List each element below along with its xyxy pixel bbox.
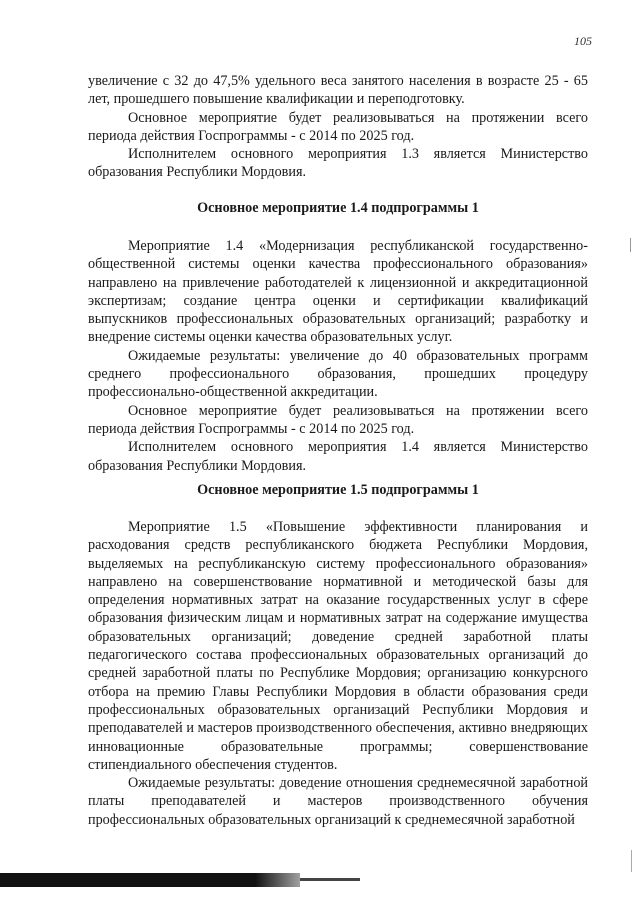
paragraph: Исполнителем основного мероприятия 1.3 является Министерство образования Республики Мордовия. <box>88 146 588 181</box>
page-number: 105 <box>574 34 592 48</box>
section-1-4-body <box>88 237 588 475</box>
scan-artifact-bar <box>300 878 360 881</box>
scan-margin-mark <box>630 238 631 252</box>
section-heading-1-5: Основное мероприятие 1.5 подпрограммы 1 <box>197 482 479 498</box>
paragraph: Исполнителем основного мероприятия 1.4 является Министерство образования Республики Мордовия. <box>88 439 588 474</box>
paragraph: Мероприятие 1.5 «Повышение эффективности планирования и расходования средств республиканского бюджета Республики Мордовия, выделяемых на республиканскую систему профессионального образования» направлено на совершенствование нормативной и методической базы для определения нормативных затрат на оказание государственных услуг в сфере образования физическим лицам и нормативных затрат на содержание имущества образовательных организаций; доведение средней заработной платы педагогического состава профессиональных образовательных организаций до средней заработной платы по Республике Мордовия; организацию конкурсного отбора на премию Главы Республики Мордовия в области образования среди профессиональных образовательных организаций Республики Мордовия и преподавателей и мастеров производственного обеспечения, активно внедряющих инновационные образовательные программы; совершенствование стипендиального обеспечения студентов. <box>88 519 588 773</box>
paragraph: Основное мероприятие будет реализовываться на протяжении всего периода действия Госпрограммы - с 2014 по 2025 год. <box>88 402 588 437</box>
paragraph: Ожидаемые результаты: увеличение до 40 образовательных программ среднего профессионального образования, прошедших процедуру профессионально-общественной аккредитации. <box>88 347 588 401</box>
paragraph: Ожидаемые результаты: доведение отношения среднемесячной заработной платы преподавателей и мастеров производственного обучения профессиональных образовательных организаций к среднемесячной заработной <box>88 775 588 828</box>
paragraph: Основное мероприятие будет реализовываться на протяжении всего периода действия Госпрограммы - с 2014 по 2025 год. <box>88 109 588 144</box>
scan-artifact-bar <box>0 873 300 887</box>
paragraph: Мероприятие 1.4 «Модернизация республиканской государственно-общественной системы оценки качества профессионального образования» направлено на привлечение работодателей к лицензионной и аккредитационной экспертизам; создание центра оценки и сертификации квалификаций выпускников профессиональных образовательных организаций; разработку и внедрение системы оценки качества образовательных услуг. <box>88 238 588 346</box>
paragraph: увеличение с 32 до 47,5% удельного веса занятого населения в возрасте 25 - 65 лет, прошедшего повышение квалификации и переподготовку. <box>88 73 588 108</box>
section-1-3-tail <box>88 72 588 182</box>
section-heading-1-4: Основное мероприятие 1.4 подпрограммы 1 <box>197 200 479 216</box>
section-1-5-body <box>88 518 588 829</box>
scan-margin-mark <box>631 850 632 872</box>
